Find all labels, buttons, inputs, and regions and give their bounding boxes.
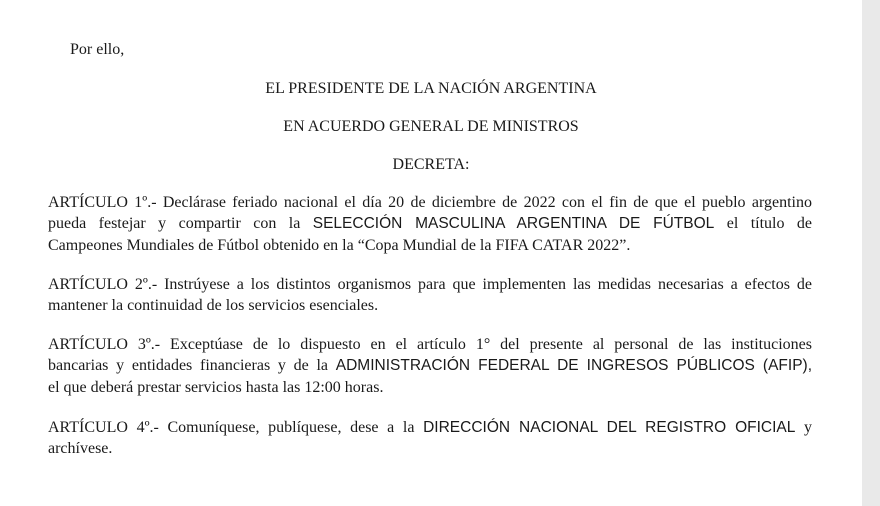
heading-decreta: DECRETA: [392,156,470,173]
article-text: ARTÍCULO 1º.- Declárase feriado nacional el día 20 de diciembre de 2022 con el fin de que el pueblo argentino [48,194,812,211]
article-text: pueda festejar y compartir con la [48,215,313,232]
agency-name: ADMINISTRACIÓN FEDERAL DE INGRESOS PÚBLICOS (AFIP), [335,357,813,374]
heading-president: EL PRESIDENTE DE LA NACIÓN ARGENTINA [265,80,597,97]
article-text: ARTÍCULO 4º.- Comuníquese, publíquese, dese a la [48,419,424,436]
article-3-line-2 [48,356,812,376]
article-text: el que deberá prestar servicios hasta las 12:00 horas. [48,379,384,396]
heading-agreement: EN ACUERDO GENERAL DE MINISTROS [283,118,579,135]
article-3-line-1 [48,335,812,355]
article-4-line-1 [48,418,812,438]
team-name: SELECCIÓN MASCULINA ARGENTINA DE FÚTBOL [312,215,715,232]
article-text: bancarias y entidades financieras y de la [48,357,336,374]
opening-text: Por ello, [70,41,125,58]
article-1-line-3 [48,236,630,256]
article-text: y [795,419,813,436]
registry-name: DIRECCIÓN NACIONAL DEL REGISTRO OFICIAL [423,419,796,436]
article-text: el título de [714,215,813,232]
article-1-line-2 [48,214,812,234]
article-3-line-3 [48,378,383,398]
article-2-line-2 [48,296,378,316]
article-4-line-2 [48,439,112,459]
article-text: archívese. [48,440,113,457]
article-text: Campeones Mundiales de Fútbol obtenido en la “Copa Mundial de la FIFA CATAR 2022”. [48,237,631,254]
article-text: ARTÍCULO 2º.- Instrúyese a los distintos organismos para que implementen las medidas necesarias a efectos de [48,276,812,293]
article-text: mantener la continuidad de los servicios esenciales. [48,297,379,314]
article-text: ARTÍCULO 3º.- Exceptúase de lo dispuesto en el artículo 1° del presente al personal de las instituciones [48,336,812,353]
article-1-line-1 [48,193,812,213]
scrollbar[interactable] [862,0,880,506]
article-2-line-1 [48,275,812,295]
